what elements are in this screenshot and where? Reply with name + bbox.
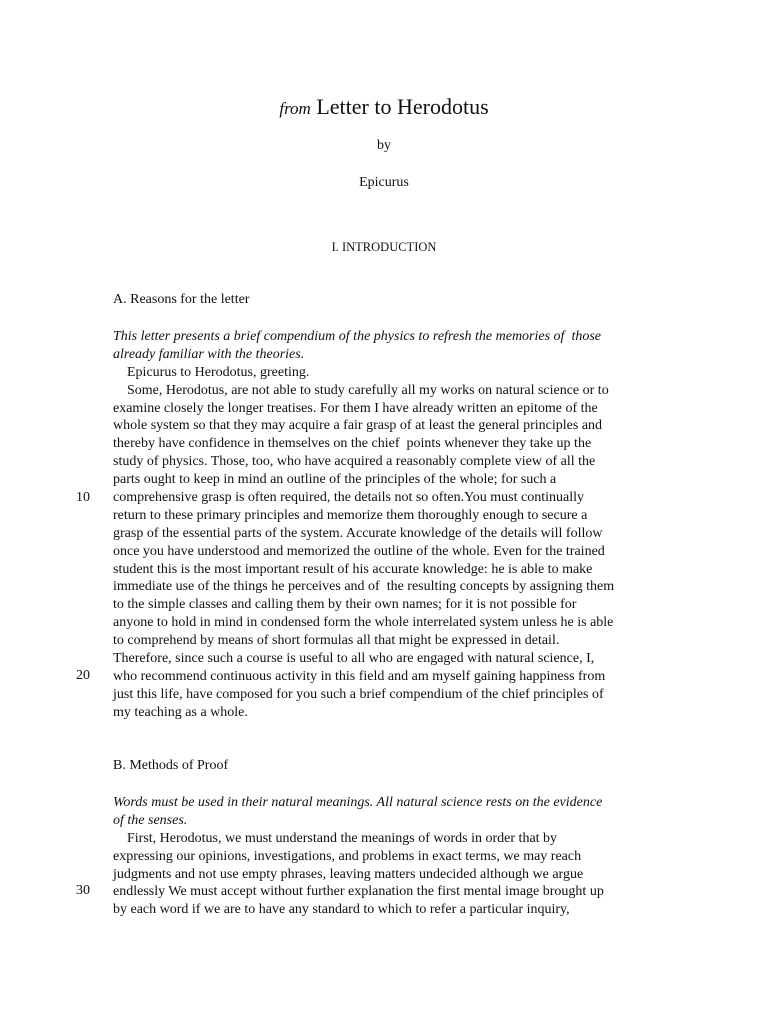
author-name: Epicurus [359, 175, 409, 190]
line-number-10: 10 [76, 490, 90, 505]
subsection-a-heading: A. Reasons for the letter [113, 292, 250, 307]
body-line: Some, Herodotus, are not able to study carefully all my works on natural science or to [127, 382, 609, 398]
line-number-30: 30 [76, 883, 90, 898]
body-line: anyone to hold in mind in condensed form the whole interrelated system unless he is able [113, 615, 614, 631]
subsection-b-heading: B. Methods of Proof [113, 758, 229, 773]
body-line: to comprehend by means of short formulas all that might be expressed in detail. [113, 633, 560, 649]
subsection-b-text [113, 794, 658, 919]
body-line: Therefore, since such a course is useful to all who are engaged with natural science, I, [113, 651, 595, 667]
body-line: my teaching as a whole. [113, 704, 248, 720]
subsection-a-text [113, 328, 658, 722]
body-line: parts ought to keep in mind an outline of the principles of the whole; for such a [113, 472, 557, 488]
body-line: once you have understood and memorized the outline of the whole. Even for the trained [113, 543, 605, 559]
body-line: judgments and not use empty phrases, leaving matters undecided although we argue [113, 866, 584, 882]
line-number-20: 20 [76, 668, 90, 683]
body-line: expressing our opinions, investigations, and problems in exact terms, we may reach [113, 848, 582, 864]
summary-line: This letter presents a brief compendium of the physics to refresh the memories of those [113, 329, 601, 344]
body-line: student this is the most important result of his accurate knowledge: he is able to make [113, 561, 593, 577]
body-line: return to these primary principles and memorize them thoroughly enough to secure a [113, 507, 588, 523]
body-line: to the simple classes and calling them by their own names; for it is not possible for [113, 597, 577, 613]
body-line: grasp of the essential parts of the system. Accurate knowledge of the details will follow [113, 525, 603, 541]
body-line: study of physics. Those, too, who have acquired a reasonably complete view of all the [113, 454, 596, 470]
body-line: Epicurus to Herodotus, greeting. [127, 364, 310, 380]
summary-line: of the senses. [113, 812, 188, 828]
body-line: endlessly We must accept without further explanation the first mental image brought up [113, 884, 604, 900]
body-line: who recommend continuous activity in this field and am myself gaining happiness from [113, 668, 606, 684]
body-line: comprehensive grasp is often required, the details not so often.You must continually [113, 490, 584, 506]
body-line: examine closely the longer treatises. For them I have already written an epitome of the [113, 400, 598, 416]
body-line: just this life, have composed for you such a brief compendium of the chief principles of [113, 686, 604, 702]
document-title [0, 92, 768, 124]
summary-line: Words must be used in their natural meanings. All natural science rests on the evidence [113, 795, 603, 810]
body-line: whole system so that they may acquire a fair grasp of at least the general principles and [113, 418, 603, 434]
section-heading: I. INTRODUCTION [331, 240, 437, 254]
body-line: First, Herodotus, we must understand the meanings of words in order that by [127, 830, 558, 846]
body-line: thereby have confidence in themselves on the chief points whenever they take up the [113, 436, 592, 452]
byline-by: by [377, 138, 391, 153]
title-prefix: from [279, 99, 311, 118]
body-line: immediate use of the things he perceives and of the resulting concepts by assigning them [113, 579, 615, 595]
body-line: by each word if we are to have any standard to which to refer a particular inquiry, [113, 902, 570, 918]
title-text: Letter to Herodotus [316, 94, 489, 119]
summary-line: already familiar with the theories. [113, 346, 305, 362]
